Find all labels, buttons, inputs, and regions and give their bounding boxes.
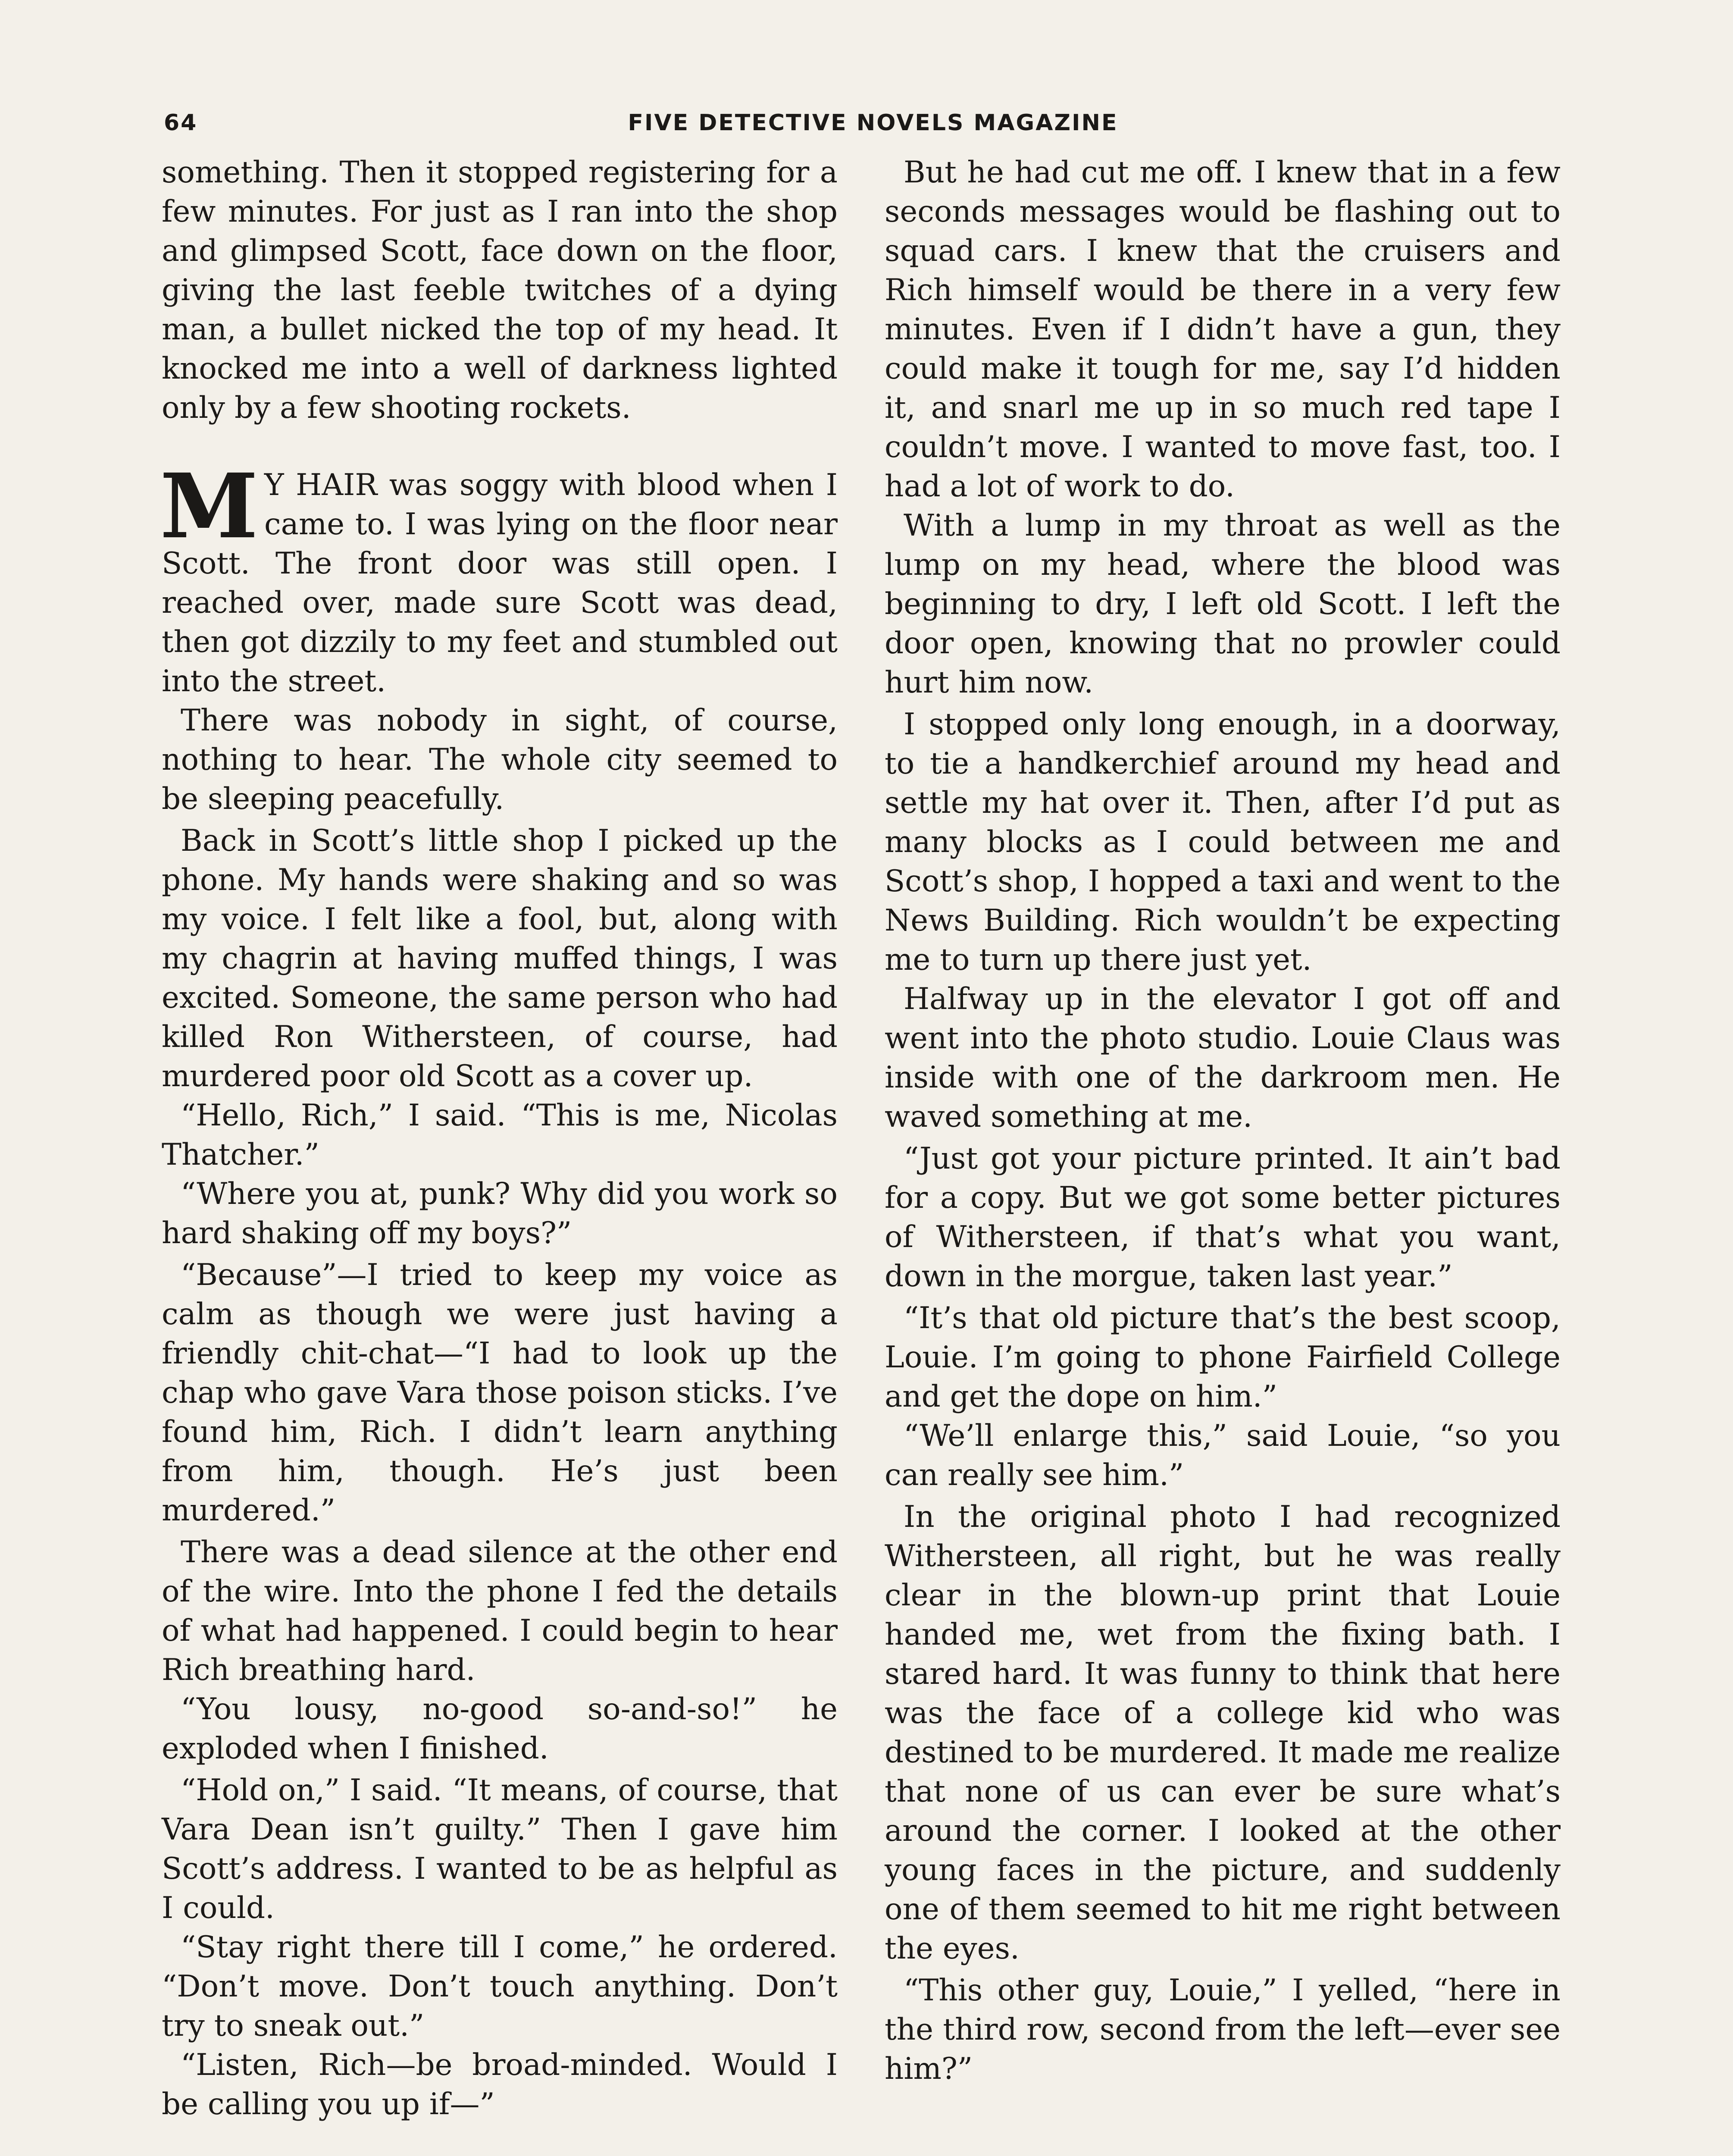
paragraph: “We’ll enlarge this,” said Louie, “so you can really see him.” <box>885 1419 1561 1492</box>
paragraph: I stopped only long enough, in a doorway, to tie a handkerchief around my head and settle my hat over it. Then, after I’d put as many blocks as I could between me and Scott’s shop, I hopped a taxi and went to the News Building. Rich wouldn’t be expecting me to turn up there just yet. <box>885 707 1561 977</box>
text-column-right <box>885 153 1561 2089</box>
paragraph: “Where you at, punk? Why did you work so hard shaking off my boys?” <box>162 1177 838 1250</box>
paragraph: “It’s that old picture that’s the best scoop, Louie. I’m going to phone Fairfield College and get the dope on him.” <box>885 1301 1561 1414</box>
paragraph-text: Y HAIR was soggy with blood when I came to. I was lying on the floor near Scott. The front door was still open. I reached over, made sure Scott was dead, then got dizzily to my feet and stumbled out into the street. <box>162 468 838 699</box>
text-column-left <box>162 153 838 2124</box>
paragraph: Back in Scott’s little shop I picked up the phone. My hands were shaking and so was my voice. I felt like a fool, but, along with my chagrin at having muffed things, I was excited. Someone, the same person who had killed Ron Withersteen, of course, had murdered poor old Scott as a cover up. <box>162 824 838 1094</box>
paragraph: But he had cut me off. I knew that in a few seconds messages would be flashing out to squad cars. I knew that the cruisers and Rich himself would be there in a very few minutes. Even if I didn’t have a gun, they could make it tough for me, say I’d hidden it, and snarl me up in so much red tape I couldn’t move. I wanted to move fast, too. I had a lot of work to do. <box>885 155 1561 504</box>
paragraph: “Hold on,” I said. “It means, of course, that Vara Dean isn’t guilty.” Then I gave him Scott’s address. I wanted to be as helpful as I could. <box>162 1773 838 1925</box>
paragraph: “Stay right there till I come,” he ordered. “Don’t move. Don’t touch anything. Don’t try to sneak out.” <box>162 1930 838 2043</box>
paragraph: “Just got your picture printed. It ain’t bad for a copy. But we got some better pictures of Withersteen, if that’s what you want, down in the morgue, taken last year.” <box>885 1141 1561 1294</box>
magazine-title: FIVE DETECTIVE NOVELS MAGAZINE <box>628 110 1118 136</box>
paragraph: “Hello, Rich,” I said. “This is me, Nicolas Thatcher.” <box>162 1098 838 1172</box>
paragraph: something. Then it stopped registering for a few minutes. For just as I ran into the shop and glimpsed Scott, face down on the floor, giving the last feeble twitches of a dying man, a bullet nicked the top of my head. It knocked me into a well of darkness lighted only by a few shooting rockets. <box>162 155 838 425</box>
paragraph-dropcap <box>160 454 838 701</box>
paragraph: Halfway up in the elevator I got off and went into the photo studio. Louie Claus was inside with one of the darkroom men. He waved something at me. <box>885 982 1561 1134</box>
paragraph: “Because”—I tried to keep my voice as calm as though we were just having a friendly chit-chat—“I had to look up the chap who gave Vara those poison sticks. I’ve found him, Rich. I didn’t learn anything from him, though. He’s just been murdered.” <box>162 1258 838 1528</box>
paragraph: There was nobody in sight, of course, nothing to hear. The whole city seemed to be sleeping peacefully. <box>162 703 838 816</box>
paragraph: With a lump in my throat as well as the lump on my head, where the blood was beginning to dry, I left old Scott. I left the door open, knowing that no prowler could hurt him now. <box>885 508 1561 700</box>
paragraph: “This other guy, Louie,” I yelled, “here in the third row, second from the left—ever see him?” <box>885 1973 1561 2086</box>
paragraph: “You lousy, no-good so-and-so!” he exploded when I finished. <box>162 1692 838 1766</box>
drop-cap-letter: M <box>160 454 259 558</box>
paragraph: There was a dead silence at the other end of the wire. Into the phone I fed the details of what had happened. I could begin to hear Rich breathing hard. <box>162 1535 838 1687</box>
paragraph: “Listen, Rich—be broad-minded. Would I be calling you up if—” <box>162 2048 838 2122</box>
running-header <box>164 110 1582 149</box>
page-number: 64 <box>164 110 198 136</box>
paragraph: In the original photo I had recognized Withersteen, all right, but he was really clear in the blown-up print that Louie handed me, wet from the fixing bath. I stared hard. It was funny to think that here was the face of a college kid who was destined to be murdered. It made me realize that none of us can ever be sure what’s around the corner. I looked at the other young faces in the picture, and suddenly one of them seemed to hit me right between the eyes. <box>885 1500 1561 1966</box>
